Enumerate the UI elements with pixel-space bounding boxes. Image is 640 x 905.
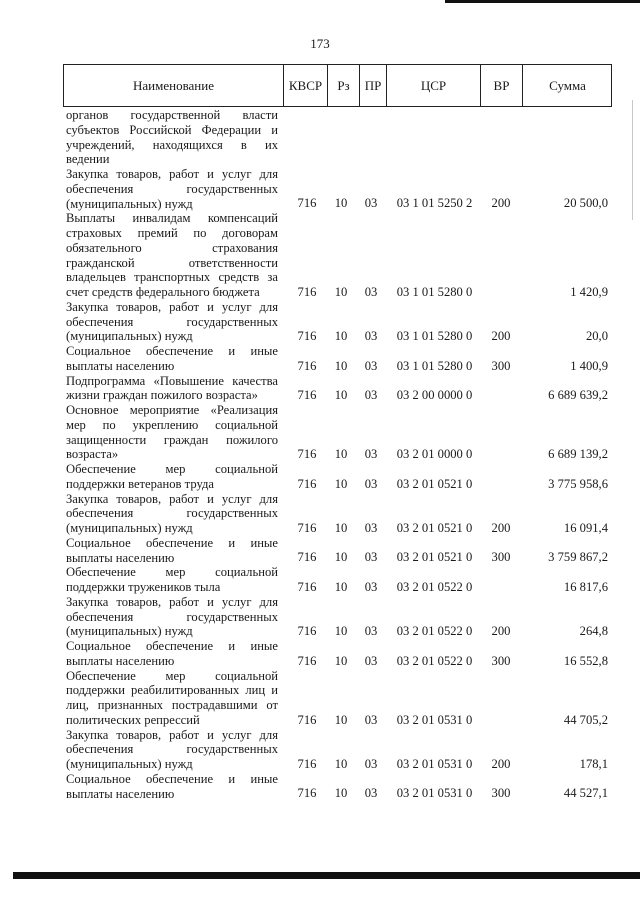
row-vr: 200 [491, 520, 511, 535]
table-row [63, 300, 623, 344]
table-row [63, 211, 623, 300]
row-name: Обеспечение мер социальной поддержки реабилитированных лиц и лиц, признанных пострадавшими от политических репрессий [66, 668, 278, 727]
row-vr: 300 [491, 653, 511, 668]
row-sum: 16 552,8 [563, 653, 608, 668]
row-pr: 03 [364, 388, 378, 402]
row-csr: 03 2 01 0000 0 [396, 447, 473, 461]
row-kvsr: 716 [297, 329, 317, 343]
table-row [63, 565, 623, 595]
row-pr: 03 [364, 579, 378, 594]
row-csr: 03 2 01 0531 0 [396, 756, 473, 771]
row-rz: 10 [334, 653, 348, 668]
row-csr: 03 1 01 5280 0 [396, 329, 473, 343]
row-sum: 20,0 [585, 329, 608, 343]
row-kvsr: 716 [297, 579, 317, 594]
row-name: Закупка товаров, работ и услуг для обеспечения государственных (муниципальных) нужд [66, 727, 278, 771]
row-sum: 264,8 [579, 624, 608, 638]
row-rz: 10 [334, 476, 348, 491]
row-sum: 1 400,9 [570, 358, 608, 373]
row-pr: 03 [364, 712, 378, 727]
row-kvsr: 716 [297, 624, 317, 638]
row-sum: 178,1 [579, 756, 608, 771]
row-rz: 10 [334, 624, 348, 638]
row-kvsr: 716 [297, 756, 317, 771]
row-csr: 03 1 01 5250 2 [396, 196, 473, 211]
row-sum: 44 527,1 [563, 786, 608, 801]
row-sum: 6 689 639,2 [548, 388, 608, 402]
row-pr: 03 [364, 284, 378, 299]
header-name: Наименование [133, 77, 214, 93]
row-vr: 200 [491, 196, 511, 211]
row-vr: 200 [491, 329, 511, 343]
table-row [63, 536, 623, 566]
row-sum: 44 705,2 [563, 712, 608, 727]
header-kvsr: КВСР [288, 77, 323, 93]
header-rz: Рз [337, 77, 350, 93]
row-rz: 10 [334, 284, 348, 299]
row-kvsr: 716 [297, 520, 317, 535]
row-sum: 16 091,4 [563, 520, 608, 535]
row-vr: 200 [491, 624, 511, 638]
row-pr: 03 [364, 447, 378, 461]
row-rz: 10 [334, 388, 348, 402]
row-kvsr: 716 [297, 550, 317, 565]
row-kvsr: 716 [297, 476, 317, 491]
row-csr: 03 2 01 0522 0 [396, 624, 473, 638]
header-sum: Сумма [549, 77, 586, 93]
table-header [63, 64, 612, 107]
row-pr: 03 [364, 624, 378, 638]
row-rz: 10 [334, 329, 348, 343]
row-name: органов государственной власти субъектов Российской Федерации и учреждений, находящихся в их ведении [66, 108, 278, 167]
header-pr: ПР [364, 77, 382, 93]
bottom-edge-bar [13, 872, 640, 879]
row-pr: 03 [364, 358, 378, 373]
row-pr: 03 [364, 786, 378, 801]
row-rz: 10 [334, 520, 348, 535]
table-row [63, 108, 623, 167]
row-kvsr: 716 [297, 447, 317, 461]
row-csr: 03 2 01 0531 0 [396, 712, 473, 727]
row-kvsr: 716 [297, 388, 317, 402]
table-row [63, 462, 623, 492]
row-name: Социальное обеспечение и иные выплаты населению [66, 344, 278, 373]
table-row [63, 669, 623, 728]
row-vr: 200 [491, 756, 511, 771]
row-kvsr: 716 [297, 196, 317, 211]
row-sum: 3 775 958,6 [548, 476, 608, 491]
row-sum: 1 420,9 [570, 284, 608, 299]
row-kvsr: 716 [297, 284, 317, 299]
top-edge-rule [445, 0, 640, 3]
header-vr: ВР [493, 77, 510, 93]
row-csr: 03 2 01 0522 0 [396, 579, 473, 594]
row-name: Закупка товаров, работ и услуг для обеспечения государственных (муниципальных) нужд [66, 491, 278, 535]
row-csr: 03 2 01 0521 0 [396, 550, 473, 565]
row-pr: 03 [364, 550, 378, 565]
row-name: Подпрограмма «Повышение качества жизни граждан пожилого возраста» [66, 373, 278, 403]
row-kvsr: 716 [297, 712, 317, 727]
table-row [63, 167, 623, 211]
row-rz: 10 [334, 196, 348, 211]
scan-edge-mark [632, 100, 633, 220]
table-row [63, 595, 623, 639]
row-rz: 10 [334, 712, 348, 727]
row-csr: 03 2 01 0531 0 [396, 786, 473, 801]
row-sum: 6 689 139,2 [548, 447, 608, 461]
row-pr: 03 [364, 756, 378, 771]
row-rz: 10 [334, 786, 348, 801]
row-rz: 10 [334, 358, 348, 373]
row-rz: 10 [334, 756, 348, 771]
table-row [63, 772, 623, 802]
row-pr: 03 [364, 329, 378, 343]
page-number: 173 [310, 36, 330, 51]
row-vr: 300 [491, 786, 511, 801]
table-body [63, 108, 623, 801]
row-pr: 03 [364, 520, 378, 535]
row-csr: 03 1 01 5280 0 [396, 284, 473, 299]
row-name: Закупка товаров, работ и услуг для обеспечения государственных (муниципальных) нужд [66, 594, 278, 639]
row-name: Выплаты инвалидам компенсаций страховых премий по договорам обязательного страхования гражданской ответственности владельцев транспортных средств за счет средств федерального бюджета [66, 211, 278, 299]
row-vr: 300 [491, 550, 511, 565]
table-row [63, 639, 623, 669]
row-name: Социальное обеспечение и иные выплаты населению [66, 771, 278, 801]
row-sum: 20 500,0 [563, 196, 608, 211]
row-name: Социальное обеспечение и иные выплаты населению [66, 639, 278, 668]
table-row [63, 403, 623, 462]
row-rz: 10 [334, 447, 348, 461]
row-csr: 03 1 01 5280 0 [396, 358, 473, 373]
row-pr: 03 [364, 653, 378, 668]
row-rz: 10 [334, 550, 348, 565]
row-pr: 03 [364, 196, 378, 211]
header-csr: ЦСР [420, 77, 447, 93]
row-csr: 03 2 01 0521 0 [396, 476, 473, 491]
row-kvsr: 716 [297, 653, 317, 668]
table-row [63, 728, 623, 772]
row-name: Обеспечение мер социальной поддержки ветеранов труда [66, 462, 278, 491]
row-rz: 10 [334, 579, 348, 594]
table-row [63, 344, 623, 374]
row-kvsr: 716 [297, 786, 317, 801]
row-name: Закупка товаров, работ и услуг для обеспечения государственных (муниципальных) нужд [66, 167, 278, 211]
row-name: Социальное обеспечение и иные выплаты населению [66, 535, 278, 565]
row-vr: 300 [491, 358, 511, 373]
row-name: Обеспечение мер социальной поддержки тружеников тыла [66, 565, 278, 594]
row-sum: 16 817,6 [563, 579, 608, 594]
row-pr: 03 [364, 476, 378, 491]
row-sum: 3 759 867,2 [548, 550, 608, 565]
row-csr: 03 2 00 0000 0 [396, 388, 473, 402]
row-csr: 03 2 01 0522 0 [396, 653, 473, 668]
row-kvsr: 716 [297, 358, 317, 373]
table-row [63, 492, 623, 536]
row-name: Закупка товаров, работ и услуг для обеспечения государственных (муниципальных) нужд [66, 299, 278, 344]
row-csr: 03 2 01 0521 0 [396, 520, 473, 535]
row-name: Основное мероприятие «Реализация мер по укреплению социальной защищенности граждан пожилого возраста» [66, 403, 278, 462]
table-row [63, 374, 623, 404]
